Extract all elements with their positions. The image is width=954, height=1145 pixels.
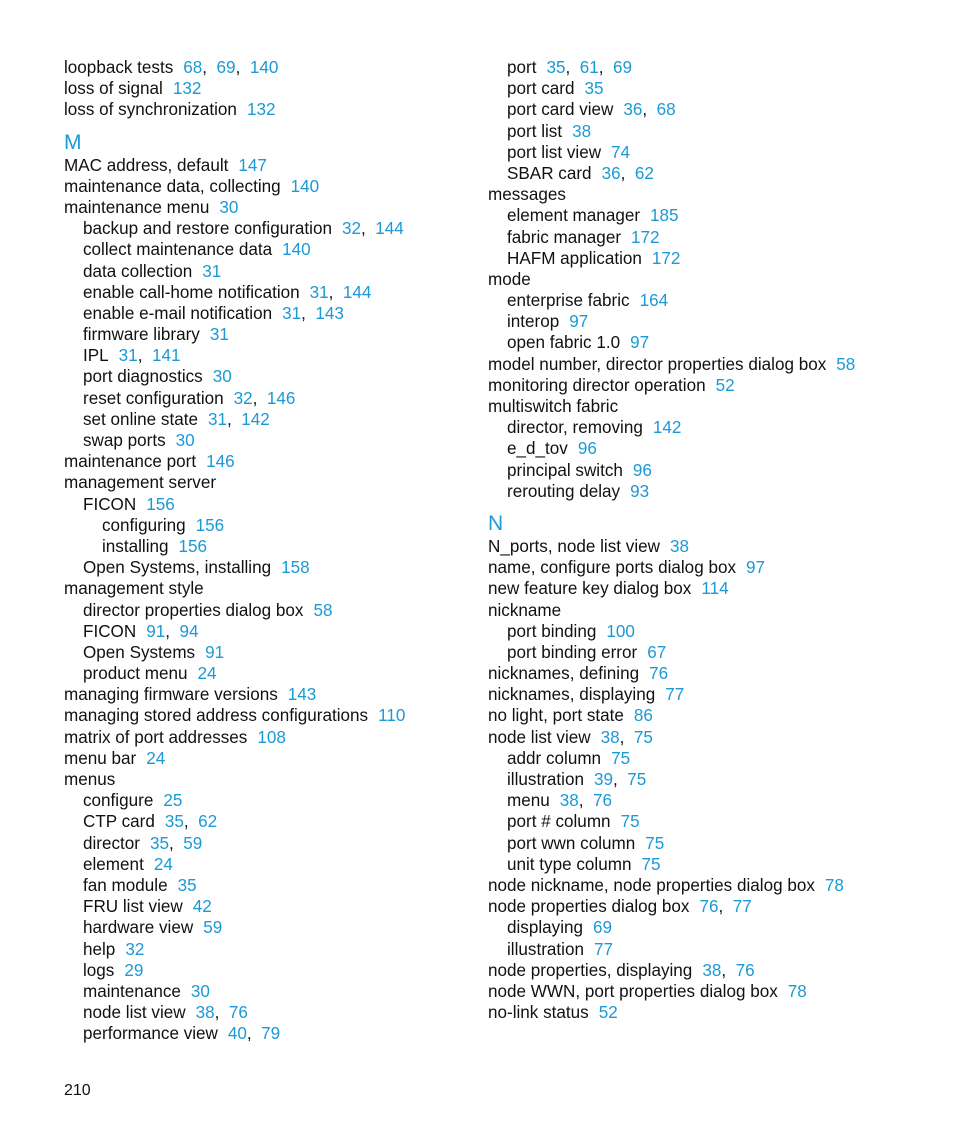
index-subentry	[488, 917, 918, 938]
page-reference-link[interactable]: 32	[233, 388, 253, 408]
index-term: matrix of port addresses	[64, 727, 248, 747]
page-reference-link[interactable]: 94	[179, 621, 199, 641]
index-subentry	[64, 917, 494, 938]
page-reference-link[interactable]: 78	[824, 875, 844, 895]
page-reference-link[interactable]: 147	[238, 155, 267, 175]
index-term: enterprise fabric	[507, 291, 630, 311]
index-term: FICON	[83, 621, 137, 641]
index-term: FRU list view	[83, 897, 183, 917]
index-subentry: enable call-home notification 31, 144	[83, 282, 372, 302]
page-reference-link[interactable]: 156	[146, 494, 175, 514]
index-subentry	[488, 481, 918, 502]
page-reference-link[interactable]: 185	[650, 206, 679, 226]
index-term: illustration	[507, 770, 584, 789]
index-subentry: node list view 38, 76	[83, 1003, 248, 1023]
index-column-right	[488, 57, 918, 1023]
index-term: port diagnostics	[83, 367, 203, 387]
index-term: management server	[64, 473, 217, 493]
index-term: loopback tests	[64, 58, 174, 77]
index-term: node list view	[488, 727, 591, 747]
page-reference-link[interactable]: 76	[228, 1003, 248, 1023]
page-reference-link[interactable]: 35	[150, 833, 170, 853]
index-term: port card	[507, 79, 575, 99]
index-entry	[488, 375, 918, 396]
page-reference-link[interactable]: 96	[577, 439, 597, 459]
index-term: set online state	[83, 409, 198, 429]
index-subentry	[64, 494, 494, 515]
index-term: principal switch	[507, 460, 623, 480]
page-reference-link[interactable]: 32	[125, 939, 145, 959]
page-reference-link[interactable]: 156	[178, 536, 208, 556]
index-term: management style	[64, 579, 204, 599]
page-reference-link[interactable]: 77	[665, 685, 685, 705]
page-reference-link[interactable]: 52	[598, 1003, 618, 1023]
page-reference-link[interactable]: 36	[601, 163, 621, 183]
index-entry	[64, 99, 494, 120]
page-reference-link[interactable]: 93	[630, 481, 650, 501]
index-term: Open Systems, installing	[83, 558, 272, 578]
page-reference-link[interactable]: 31	[118, 346, 138, 366]
index-entry	[64, 748, 494, 769]
index-term: messages	[488, 185, 566, 205]
page-reference-link[interactable]: 91	[146, 621, 166, 641]
page-reference-link[interactable]: 78	[787, 981, 807, 1001]
index-term: managing stored address configurations	[64, 706, 369, 726]
page-reference-link[interactable]: 79	[261, 1024, 281, 1044]
index-term: maintenance	[83, 981, 181, 1001]
index-subentry: FICON 91, 94	[83, 621, 199, 641]
index-subentry	[488, 748, 918, 769]
index-term: rerouting delay	[507, 481, 621, 501]
index-subentry	[488, 833, 918, 854]
index-term: director	[83, 833, 140, 853]
index-entry	[488, 705, 918, 726]
index-entry	[64, 451, 494, 472]
index-term: port	[507, 58, 537, 77]
page-reference-link[interactable]: 97	[630, 333, 650, 353]
page-reference-link[interactable]: 146	[266, 388, 296, 408]
index-term: logs	[83, 960, 115, 980]
index-subentry: illustration 39, 75	[507, 770, 647, 789]
index-subentry	[488, 642, 918, 663]
index-term: loss of signal	[64, 79, 163, 99]
page-reference-link[interactable]: 132	[246, 100, 276, 120]
index-term: menu bar	[64, 748, 137, 768]
page-reference-link[interactable]: 142	[241, 409, 270, 429]
index-term: director properties dialog box	[83, 600, 304, 620]
page-reference-link[interactable]: 29	[124, 960, 144, 980]
page-reference-link[interactable]: 77	[732, 897, 752, 917]
page-reference-link[interactable]: 143	[315, 303, 344, 323]
index-entry	[64, 705, 494, 726]
index-term: loss of synchronization	[64, 100, 237, 120]
index-subentry	[64, 642, 494, 663]
page-reference-link[interactable]: 75	[627, 770, 647, 789]
index-subentry	[488, 438, 918, 459]
index-term: N_ports, node list view	[488, 536, 660, 556]
index-term: help	[83, 939, 116, 959]
index-subentry	[64, 790, 494, 811]
section-letter-heading: M	[64, 130, 82, 154]
index-term: node nickname, node properties dialog box	[488, 875, 815, 895]
index-term: name, configure ports dialog box	[488, 558, 737, 578]
index-term: new feature key dialog box	[488, 579, 692, 599]
index-subentry: reset configuration 32, 146	[83, 388, 296, 408]
page-reference-link[interactable]: 24	[153, 854, 173, 874]
index-term: maintenance port	[64, 452, 197, 472]
index-term: MAC address, default	[64, 155, 229, 175]
index-term: displaying	[507, 918, 584, 938]
index-entry	[488, 396, 918, 417]
index-subentry	[64, 854, 494, 875]
page-reference-link[interactable]: 172	[631, 227, 660, 247]
page-reference-link[interactable]: 38	[195, 1003, 215, 1023]
index-subentry	[488, 248, 918, 269]
page-reference-link[interactable]: 68	[183, 58, 203, 77]
index-term: element manager	[507, 206, 641, 226]
page-reference-link[interactable]: 52	[715, 375, 735, 395]
index-term: mode	[488, 269, 531, 289]
index-term: unit type column	[507, 854, 632, 874]
page-reference-link[interactable]: 76	[735, 960, 755, 980]
index-term: data collection	[83, 261, 193, 281]
index-entry	[64, 727, 494, 748]
index-subentry	[64, 939, 494, 960]
page-reference-link[interactable]: 77	[593, 939, 613, 959]
index-entry	[488, 184, 918, 205]
index-subentry	[64, 663, 494, 684]
index-term: illustration	[507, 939, 584, 959]
index-subentry: CTP card 35, 62	[83, 812, 218, 832]
index-entry: loopback tests 68, 69, 140	[64, 58, 279, 77]
index-entry	[488, 981, 918, 1002]
index-term: SBAR card	[507, 163, 592, 183]
index-subentry: menu 38, 76	[507, 791, 613, 811]
index-subentry	[488, 854, 918, 875]
page-reference-link[interactable]: 58	[313, 600, 333, 620]
page-reference-link[interactable]: 97	[746, 558, 766, 578]
index-subentry	[64, 960, 494, 981]
page-reference-link[interactable]: 76	[699, 897, 719, 917]
index-term: port binding	[507, 621, 597, 641]
index-subentry	[488, 417, 918, 438]
index-subentry: IPL 31, 141	[83, 346, 181, 366]
index-term: enable call-home notification	[83, 282, 300, 302]
index-term: enable e-mail notification	[83, 303, 273, 323]
index-entry	[488, 536, 918, 557]
index-term: CTP card	[83, 812, 155, 832]
index-term: no-link status	[488, 1003, 589, 1023]
index-subentry	[488, 311, 918, 332]
page-reference-link[interactable]: 24	[146, 748, 166, 768]
page-reference-link[interactable]: 40	[227, 1024, 247, 1044]
index-subentry	[64, 515, 494, 536]
index-subentry	[64, 557, 494, 578]
page-reference-link[interactable]: 76	[593, 791, 613, 811]
index-entry: node list view 38, 75	[488, 727, 653, 747]
page-reference-link[interactable]: 144	[375, 219, 404, 239]
index-subentry	[64, 896, 494, 917]
page-reference-link[interactable]: 110	[378, 706, 406, 726]
index-subentry	[64, 981, 494, 1002]
index-subentry	[488, 121, 918, 142]
index-term: hardware view	[83, 918, 194, 938]
page-reference-link[interactable]: 140	[290, 176, 320, 196]
index-entry	[488, 684, 918, 705]
index-term: node list view	[83, 1003, 186, 1023]
index-term: node properties dialog box	[488, 897, 690, 917]
index-subentry	[488, 460, 918, 481]
page-reference-link[interactable]: 142	[652, 418, 682, 438]
index-term: interop	[507, 312, 560, 332]
index-subentry	[488, 290, 918, 311]
page-reference-link[interactable]: 38	[600, 727, 620, 747]
index-subentry: performance view 40, 79	[83, 1024, 281, 1044]
page-reference-link[interactable]: 62	[634, 163, 654, 183]
index-subentry: director 35, 59	[83, 833, 203, 853]
index-term: menu	[507, 791, 550, 811]
index-term: maintenance menu	[64, 197, 210, 217]
page-reference-link[interactable]: 69	[216, 58, 236, 77]
index-subentry	[488, 811, 918, 832]
page-reference-link[interactable]: 32	[341, 219, 361, 239]
page-reference-link[interactable]: 132	[172, 79, 202, 99]
index-subentry	[488, 621, 918, 642]
index-subentry	[488, 332, 918, 353]
index-term: menus	[64, 770, 116, 789]
page-reference-link[interactable]: 96	[632, 460, 652, 480]
index-term: backup and restore configuration	[83, 219, 332, 239]
index-entry	[64, 78, 494, 99]
page-reference-link[interactable]: 31	[282, 303, 302, 323]
index-term: port wwn column	[507, 833, 636, 853]
page-reference-link[interactable]: 97	[569, 312, 589, 332]
index-entry	[64, 769, 494, 790]
page-reference-link[interactable]: 76	[649, 664, 669, 684]
index-term: node properties, displaying	[488, 960, 693, 980]
page-reference-link[interactable]: 42	[192, 897, 212, 917]
index-term: reset configuration	[83, 388, 224, 408]
index-subentry	[64, 600, 494, 621]
page-reference-link[interactable]: 114	[701, 579, 729, 599]
index-term: configuring	[102, 515, 186, 535]
page-reference-link[interactable]: 69	[613, 58, 633, 77]
page-number: 210	[64, 1082, 91, 1099]
index-term: e_d_tov	[507, 439, 568, 459]
index-subentry	[64, 239, 494, 260]
page-reference-link[interactable]: 39	[593, 770, 613, 789]
page-reference-link[interactable]: 62	[198, 812, 218, 832]
index-subentry	[64, 324, 494, 345]
page-reference-link[interactable]: 58	[836, 354, 856, 374]
page-reference-link[interactable]: 141	[151, 346, 181, 366]
index-subentry: port card view 36, 68	[507, 100, 676, 120]
index-term: port # column	[507, 812, 611, 832]
index-subentry	[64, 366, 494, 387]
index-entry	[488, 354, 918, 375]
index-term: firmware library	[83, 325, 200, 345]
index-entry	[64, 472, 494, 493]
index-column-left	[64, 57, 494, 1044]
index-term: performance view	[83, 1024, 218, 1044]
index-term: Open Systems	[83, 642, 196, 662]
index-entry	[488, 269, 918, 290]
page-reference-link[interactable]: 31	[207, 409, 227, 429]
index-entry	[488, 578, 918, 599]
index-term: installing	[102, 536, 169, 556]
index-subentry: port 35, 61, 69	[507, 58, 633, 77]
page-reference-link[interactable]: 140	[249, 58, 279, 77]
page-reference-link[interactable]: 75	[620, 812, 640, 832]
index-term: element	[83, 854, 144, 874]
page-reference-link[interactable]: 75	[611, 748, 631, 768]
index-subentry	[488, 205, 918, 226]
index-term: open fabric 1.0	[507, 333, 621, 353]
index-term: fabric manager	[507, 227, 622, 247]
index-term: monitoring director operation	[488, 375, 706, 395]
index-term: port binding error	[507, 642, 638, 662]
page-reference-link[interactable]: 38	[669, 536, 689, 556]
page-reference-link[interactable]: 74	[611, 142, 631, 162]
page-reference-link[interactable]: 144	[342, 282, 372, 302]
index-term: collect maintenance data	[83, 240, 273, 260]
index-subentry: SBAR card 36, 62	[507, 163, 654, 183]
index-term: nicknames, defining	[488, 664, 640, 684]
index-term: port card view	[507, 100, 614, 120]
index-subentry: set online state 31, 142	[83, 409, 270, 429]
page-reference-link[interactable]: 30	[175, 431, 195, 450]
index-term: nickname	[488, 600, 562, 620]
index-term: managing firmware versions	[64, 685, 278, 705]
index-entry: node properties, displaying 38, 76	[488, 960, 755, 980]
page-reference-link[interactable]: 164	[639, 291, 669, 311]
index-entry	[488, 557, 918, 578]
section-letter-heading: N	[488, 511, 504, 535]
index-term: port list	[507, 121, 563, 141]
index-subentry	[64, 536, 494, 557]
page-reference-link[interactable]: 31	[209, 325, 229, 345]
page-reference-link[interactable]: 30	[190, 981, 210, 1001]
page-reference-link[interactable]: 140	[282, 240, 311, 260]
page-reference-link[interactable]: 30	[212, 367, 232, 387]
index-entry	[64, 684, 494, 705]
page-reference-link[interactable]: 86	[633, 706, 653, 726]
page-reference-link[interactable]: 67	[647, 642, 667, 662]
index-subentry: enable e-mail notification 31, 143	[83, 303, 344, 323]
index-subentry	[488, 227, 918, 248]
page-reference-link[interactable]: 24	[197, 664, 217, 684]
index-subentry: backup and restore configuration 32, 144	[83, 219, 404, 239]
index-term: product menu	[83, 664, 188, 684]
page-reference-link[interactable]: 75	[641, 854, 661, 874]
index-entry: node properties dialog box 76, 77	[488, 897, 752, 917]
page-reference-link[interactable]: 25	[163, 791, 183, 811]
index-term: addr column	[507, 748, 602, 768]
page-reference-link[interactable]: 108	[257, 727, 286, 747]
index-term: configure	[83, 791, 154, 811]
index-term: maintenance data, collecting	[64, 176, 281, 196]
index-subentry	[488, 939, 918, 960]
index-term: fan module	[83, 875, 168, 895]
index-subentry	[488, 78, 918, 99]
index-subentry	[64, 430, 494, 451]
page-reference-link[interactable]: 35	[177, 875, 197, 895]
index-term: FICON	[83, 494, 137, 514]
index-term: HAFM application	[507, 248, 642, 268]
page-reference-link[interactable]: 158	[281, 558, 310, 578]
index-entry	[64, 197, 494, 218]
page-reference-link[interactable]: 38	[572, 121, 592, 141]
index-entry	[488, 875, 918, 896]
page-reference-link[interactable]: 61	[579, 58, 599, 77]
page-reference-link[interactable]: 35	[584, 79, 604, 99]
index-entry	[64, 176, 494, 197]
index-entry	[64, 155, 494, 176]
page-reference-link[interactable]: 31	[202, 261, 222, 281]
page-reference-link[interactable]: 36	[623, 100, 643, 120]
page-reference-link[interactable]: 68	[656, 100, 676, 120]
page-reference-link[interactable]: 146	[206, 452, 235, 472]
index-term: swap ports	[83, 431, 166, 450]
page-reference-link[interactable]: 143	[287, 685, 317, 705]
page-reference-link[interactable]: 38	[559, 791, 579, 811]
index-term: model number, director properties dialog box	[488, 354, 827, 374]
index-entry	[488, 600, 918, 621]
page-reference-link[interactable]: 100	[606, 621, 635, 641]
page-reference-link[interactable]: 35	[164, 812, 184, 832]
page-reference-link[interactable]: 59	[183, 833, 203, 853]
page-reference-link[interactable]: 38	[702, 960, 722, 980]
page-reference-link[interactable]: 59	[203, 918, 223, 938]
page-reference-link[interactable]: 91	[205, 642, 225, 662]
index-subentry	[488, 142, 918, 163]
page-reference-link[interactable]: 31	[309, 282, 329, 302]
page-reference-link[interactable]: 30	[219, 197, 239, 217]
page-reference-link[interactable]: 156	[195, 515, 225, 535]
index-term: port list view	[507, 142, 602, 162]
page-reference-link[interactable]: 172	[651, 248, 681, 268]
index-term: multiswitch fabric	[488, 397, 619, 416]
index-term: no light, port state	[488, 706, 624, 726]
index-entry	[488, 1002, 918, 1023]
page-reference-link[interactable]: 75	[645, 833, 665, 853]
index-entry	[488, 663, 918, 684]
index-term: nicknames, displaying	[488, 685, 656, 705]
index-entry	[64, 578, 494, 599]
index-subentry	[64, 261, 494, 282]
index-term: node WWN, port properties dialog box	[488, 981, 778, 1001]
page-reference-link[interactable]: 69	[593, 918, 613, 938]
page-reference-link[interactable]: 35	[546, 58, 566, 77]
index-term: IPL	[83, 346, 109, 366]
index-term: director, removing	[507, 418, 643, 438]
index-subentry	[64, 875, 494, 896]
page-reference-link[interactable]: 75	[633, 727, 653, 747]
